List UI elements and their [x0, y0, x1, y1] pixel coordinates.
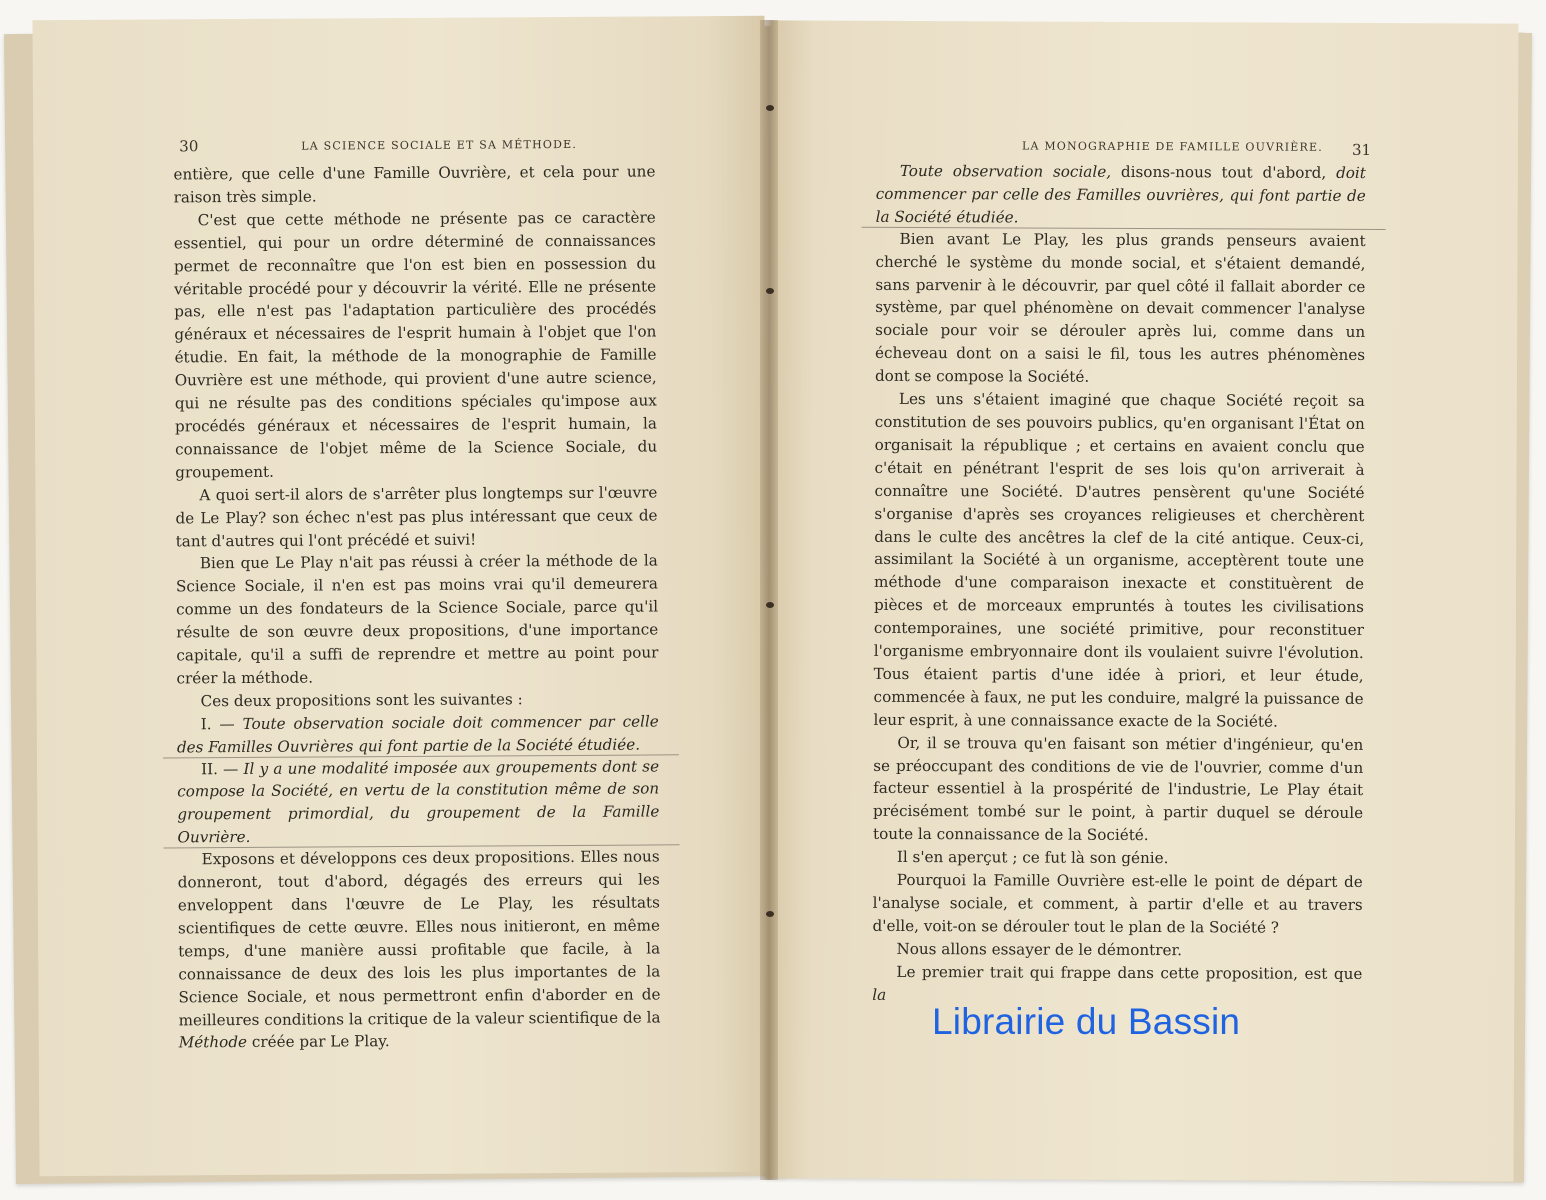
- left-page-number: 30: [179, 137, 199, 156]
- left-running-head: LA SCIENCE SOCIALE ET SA MÉTHODE.: [301, 137, 578, 153]
- proposition-two-text: Il y a une modalité imposée aux groupements dont se compose la Société, en vertu de la constitution même de son groupement primordial, du groupement de la Famille Ouvrière.: [177, 756, 660, 847]
- proposition-one-number: I. —: [200, 714, 235, 733]
- left-paragraph-1: entière, que celle d'une Famille Ouvrière, et cela pour une raison très simple.: [173, 162, 656, 207]
- book-gutter: [760, 20, 778, 1180]
- binding-stitch: [763, 104, 777, 112]
- right-paragraph-4: Il s'en aperçut ; ce fut là son génie.: [896, 848, 1169, 868]
- right-paragraph-5: Pourquoi la Famille Ouvrière est-elle le point de départ de l'analyse sociale, et comment, à partir d'elle et au travers d'elle, voit-on se dérouler tout le plan de la Société ?: [872, 871, 1363, 937]
- left-paragraph-4: Bien que Le Play n'ait pas réussi à créer la méthode de la Science Sociale, il n'en est pas moins vrai qu'il demeurera comme un des fondateurs de la Science Sociale, parce qu'il résulte de son œuvre deux propositions, d'une importance capitale, qu'il a suffi de reprendre et mettre au point pour créer la méthode.: [175, 551, 659, 688]
- left-paragraph-3: A quoi sert-il alors de s'arrêter plus longtemps sur l'œuvre de Le Play? son échec n'est pas plus intéressant que ceux de tant d'autres qui l'ont précédé et suivi!: [175, 483, 658, 550]
- proposition-one: [177, 710, 659, 758]
- right-opening-italic-a: Toute observation sociale,: [899, 161, 1112, 181]
- right-opening-italic-b: doit commencer par celle des Familles ouvrières, qui font partie de la Société étudiée.: [875, 163, 1366, 227]
- right-opening-roman: disons-nous tout d'abord,: [1120, 162, 1327, 182]
- left-paragraph-6: [178, 846, 661, 1055]
- right-text-block: [872, 160, 1366, 1009]
- right-paragraph-1: Bien avant Le Play, les plus grands penseurs avaient cherché le système du monde social, et s'étaient demandé, sans parvenir à le découvrir, par quel côté il fallait aborder ce système, par quel phénomène on devait commencer l'analyse sociale pour voir se dérouler après lui, comme dans un écheveau dont on a saisi le fil, tous les autres phénomènes dont se compose la Société.: [874, 229, 1366, 386]
- right-opening-paragraph: [876, 160, 1366, 230]
- left-paragraph-6-tail: créée par Le Play.: [251, 1032, 390, 1052]
- left-paragraph-5: Ces deux propositions sont les suivantes :: [200, 690, 523, 711]
- right-paragraph-6: Nous allons essayer de le démontrer.: [896, 939, 1182, 959]
- right-running-head: LA MONOGRAPHIE DE FAMILLE OUVRIÈRE.: [1021, 139, 1323, 154]
- right-paragraph-7-italic: la: [872, 985, 887, 1004]
- proposition-two: [177, 755, 660, 849]
- right-paragraph-7-text: Le premier trait qui frappe dans cette proposition, est que: [896, 962, 1363, 983]
- right-paragraph-3: Or, il se trouva qu'en faisant son métier d'ingénieur, qu'en se préoccupant des conditions de vie de l'ouvrier, comme d'un facteur essentiel à la prospérité de l'industrie, Le Play était précisément tombé sur le point, à partir duquel se déroule toute la connaissance de la Société.: [872, 733, 1364, 845]
- binding-stitch: [763, 287, 777, 295]
- left-paragraph-2: C'est que cette méthode ne présente pas ce caractère essentiel, qui pour un ordre déterminé de connaissances permet de reconnaître que l'on est bien en possession du véritable procédé pour y découvrir la vérité. Elle ne présente pas, elle n'est pas l'adaptation particulière des procédés généraux et nécessaires de l'esprit humain à l'objet que l'on étudie. En fait, la méthode de la monographie de Famille Ouvrière est une méthode, qui provient d'une autre science, qui ne résulte pas des conditions spéciales qu'impose aux procédés généraux et nécessaires de l'esprit humain, la connaissance de l'objet même de la Science Sociale, du groupement.: [173, 208, 658, 482]
- binding-stitch: [763, 601, 777, 609]
- left-text-block: [173, 160, 660, 1054]
- left-paragraph-6-italic: Méthode: [178, 1033, 248, 1052]
- left-paragraph-6-text: Exposons et développons ces deux propositions. Elles nous donneront, tout d'abord, dégagés des erreurs qui les enveloppent dans l'œuvre de Le Play, les résultats scientifiques de cette œuvre. Elles nous initieront, en même temps, d'une manière aussi profitable que facile, à la connaissance de deux des lois les plus importantes de la Science Sociale, et nous permettront enfin d'aborder en de meilleures conditions la critique de la valeur scientifique de la: [177, 847, 661, 1029]
- proposition-two-number: II. —: [200, 759, 239, 778]
- left-page: [32, 16, 771, 1176]
- proposition-one-text: Toute observation sociale doit commencer par celle des Familles Ouvrières qui font partie de la Société étudiée.: [176, 712, 659, 757]
- right-paragraph-2: Les uns s'étaient imaginé que chaque Société reçoit sa constitution de ses pouvoirs publics, qu'en organisant l'État on organisait la république ; et certains en avaient conclu que c'était en pénétrant l'esprit de ses lois qu'on arriverait à connaître une Société. D'autres pensèrent qu'une Société s'organise d'après ses croyances religieuses et cherchèrent dans le culte des ancêtres la clef de la cité antique. Ceux-ci, assimilant la Société à un organisme, acceptèrent toute une méthode d'une comparaison inexacte et constituèrent de pièces et de morceaux empruntés à toutes les civilisations contemporaines, une société primitive, pour reconstituer l'organisme embryonnaire dont ils voulaient suivre l'évolution. Tous étaient partis d'une idée à priori, et leur étude, commencée à faux, ne put les conduire, malgré la puissance de leur esprit, à une connaissance exacte de la Société.: [873, 389, 1365, 731]
- binding-stitch: [763, 910, 777, 918]
- seller-watermark: Librairie du Bassin: [932, 1001, 1241, 1042]
- right-page-number: 31: [1351, 140, 1372, 159]
